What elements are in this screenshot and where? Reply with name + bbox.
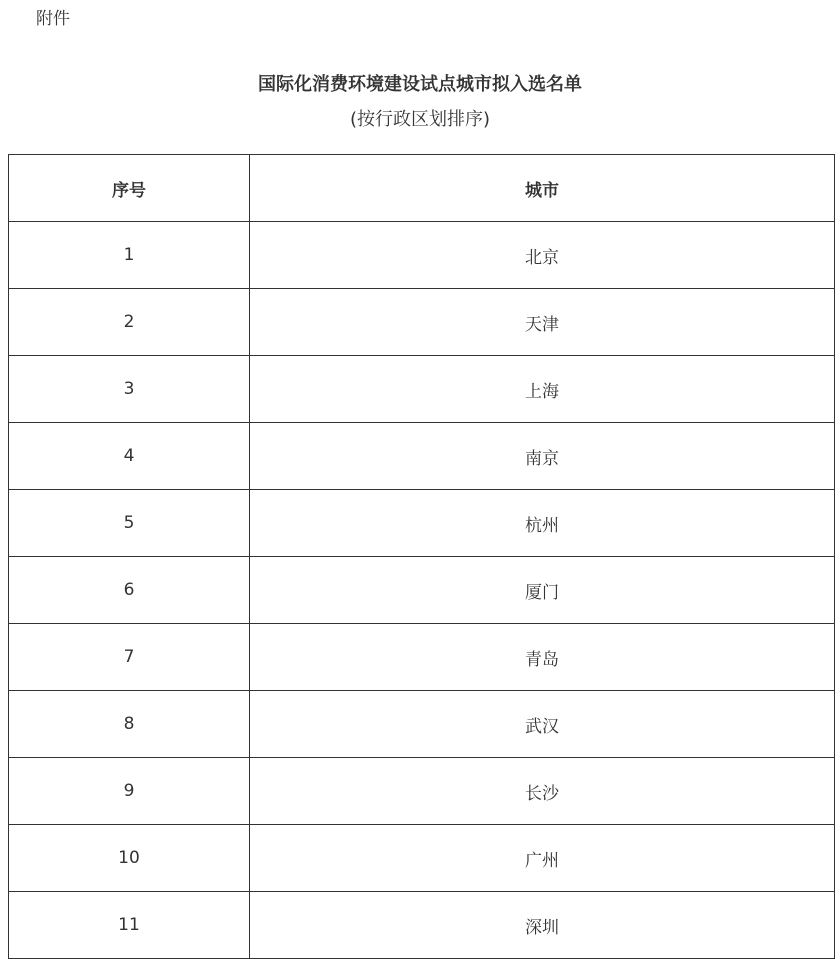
table-row <box>9 289 835 356</box>
city-cell: 厦门 <box>250 557 835 624</box>
city-cell: 杭州 <box>250 490 835 557</box>
serial-number-cell: 7 <box>9 624 250 691</box>
serial-number-cell: 1 <box>9 222 250 289</box>
serial-number-cell: 3 <box>9 356 250 423</box>
city-cell: 北京 <box>250 222 835 289</box>
serial-number-cell: 11 <box>9 892 250 959</box>
city-list-table <box>8 154 835 959</box>
city-cell: 天津 <box>250 289 835 356</box>
table-row <box>9 825 835 892</box>
serial-number-cell: 4 <box>9 423 250 490</box>
table-row <box>9 356 835 423</box>
serial-number-cell: 5 <box>9 490 250 557</box>
serial-number-cell: 6 <box>9 557 250 624</box>
attachment-label: 附件 <box>36 9 70 29</box>
city-cell: 深圳 <box>250 892 835 959</box>
serial-number-cell: 9 <box>9 758 250 825</box>
table-row <box>9 490 835 557</box>
table-row <box>9 624 835 691</box>
table-row <box>9 423 835 490</box>
city-cell: 广州 <box>250 825 835 892</box>
table-row <box>9 892 835 959</box>
table-row <box>9 222 835 289</box>
table-row <box>9 758 835 825</box>
table-row <box>9 557 835 624</box>
city-cell: 青岛 <box>250 624 835 691</box>
city-cell: 长沙 <box>250 758 835 825</box>
city-cell: 上海 <box>250 356 835 423</box>
table-row <box>9 691 835 758</box>
city-cell: 南京 <box>250 423 835 490</box>
table-header-row <box>9 155 835 222</box>
document-subtitle: (按行政区划排序) <box>349 109 491 130</box>
document-title: 国际化消费环境建设试点城市拟入选名单 <box>258 74 582 95</box>
serial-number-cell: 10 <box>9 825 250 892</box>
serial-number-cell: 8 <box>9 691 250 758</box>
serial-number-cell: 2 <box>9 289 250 356</box>
header-serial-number: 序号 <box>9 155 250 222</box>
header-city: 城市 <box>250 155 835 222</box>
city-cell: 武汉 <box>250 691 835 758</box>
